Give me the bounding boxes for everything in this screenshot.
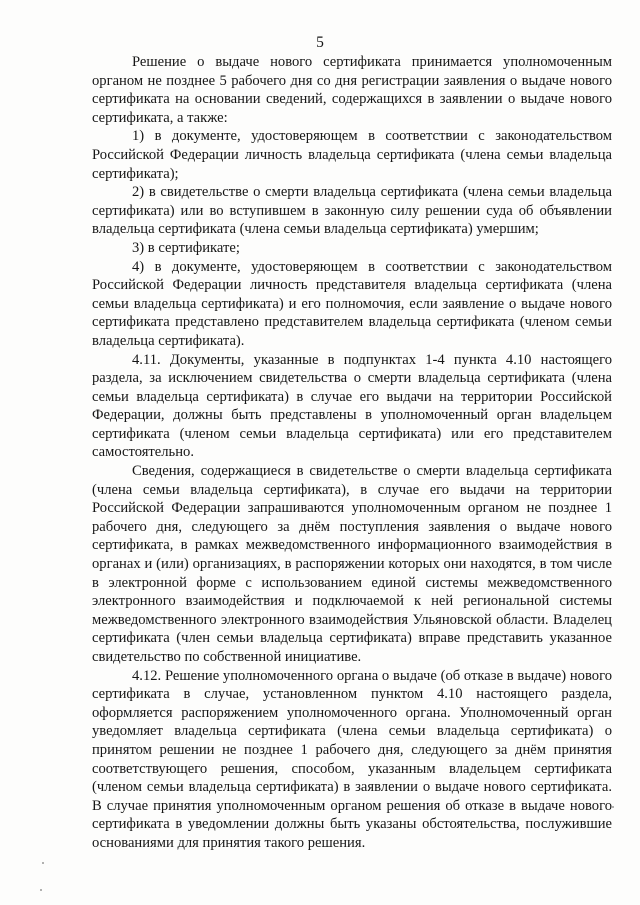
paragraph-item-3: 3) в сертификате; [132,239,240,256]
paragraph-4-11: 4.11. Документы, указанные в подпунктах 1-4 пункта 4.10 настоящего раздела, за исключением свидетельства о смерти владельца сертификата (члена семьи владельца сертификата) в случае его выдачи на территории Российской Федерации, должны быть представлены в уполномоченный орган владельцем сертификата (членом семьи владельца сертификата) или его представителем самостоятельно. [92,351,612,461]
scan-speck [40,889,42,891]
paragraph-decision-intro: Решение о выдаче нового сертификата принимается уполномоченным органом не позднее 5 рабочего дня со дня регистрации заявления о выдаче нового сертификата на основании сведений, содержащихся в заявлении о выдаче нового сертификата, а также: [92,54,612,126]
paragraph-information-request: Сведения, содержащиеся в свидетельстве о смерти владельца сертификата (члена семьи владельца сертификата), в случае его выдачи на территории Российской Федерации запрашиваются уполномоченным органом не позднее 1 рабочего дня, следующего за днём поступления заявления о выдаче нового сертификата, в рамках межведомственного информационного взаимодействия в органах и (или) организациях, в распоряжении которых они находятся, в том числе в электронной форме с использованием единой системы межведомственного электронного взаимодействия и подключаемой к ней региональной системы межведомственного электронного взаимодействия Ульяновской области. Владелец сертификата (член семьи владельца сертификата) вправе представить указанное свидетельство по собственной инициативе. [92,463,612,665]
paragraph-item-1: 1) в документе, удостоверяющем в соответствии с законодательством Российской Федерации личность владельца сертификата (члена семьи владельца сертификата); [92,128,612,182]
document-body [92,53,612,853]
paragraph-item-2: 2) в свидетельстве о смерти владельца сертификата (члена семьи владельца сертификата) или во вступившем в законную силу решении суда об объявлении владельца сертификата (члена семьи владельца сертификата) умершим; [92,184,612,238]
scan-speck [612,806,614,808]
paragraph-item-4: 4) в документе, удостоверяющем в соответствии с законодательством Российской Федерации личность представителя владельца сертификата (члена семьи владельца сертификата) и его полномочия, если заявление о выдаче нового сертификата представлено представителем владельца сертификата (членом семьи владельца сертификата). [92,258,612,349]
page-number: 5 [316,34,324,51]
scan-speck [42,862,44,864]
paragraph-4-12: 4.12. Решение уполномоченного органа о выдаче (об отказе в выдаче) нового сертификата в случае, установленном пунктом 4.10 настоящего раздела, оформляется распоряжением уполномоченного органа. Уполномоченный орган уведомляет владельца сертификата (члена семьи владельца сертификата) о принятом решении не позднее 1 рабочего дня, следующего за днём принятия соответствующего решения, способом, указанным владельцем сертификата (членом семьи владельца сертификата) в заявлении о выдаче нового сертификата. В случае принятия уполномоченным органом решения об отказе в выдаче нового сертификата в уведомлении должны быть указаны обстоятельства, послужившие основаниями для принятия такого решения. [92,667,612,851]
